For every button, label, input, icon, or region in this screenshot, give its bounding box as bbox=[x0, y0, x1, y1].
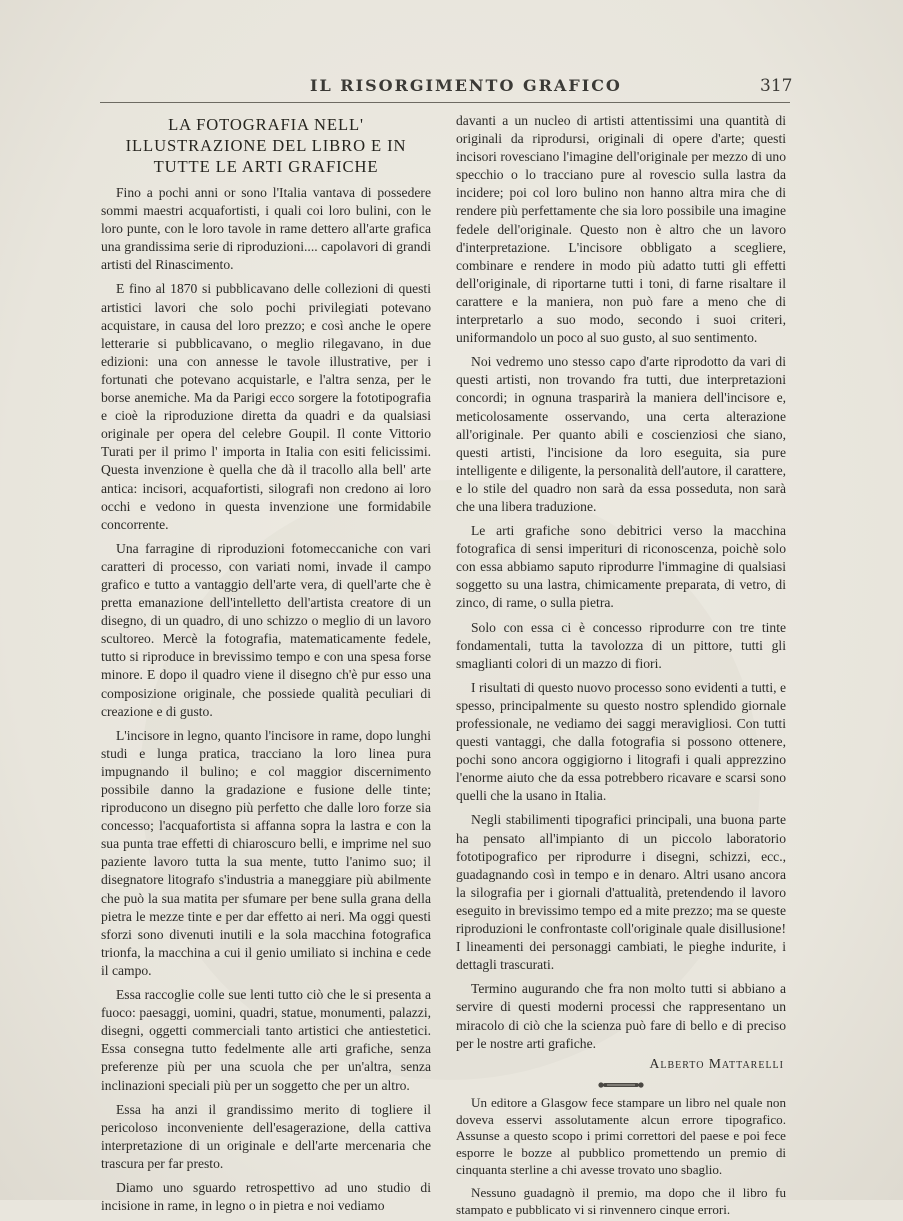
running-head bbox=[0, 76, 903, 100]
article-paragraph: Diamo uno sguardo retrospettivo ad uno studio di incisione in rame, in legno o in pietra e noi vediamo bbox=[101, 1179, 431, 1214]
article-paragraph: Le arti grafiche sono debitrici verso la macchina fotografica di sensi imperituri di riconoscenza, poichè solo con essa abbiamo saputo riprodurre l'immagine di qualsiasi soggetto su una lastra, chimicamente preparata, di vetro, di zinco, di rame, o sulla pietra. bbox=[456, 523, 786, 611]
article-paragraph: Solo con essa ci è concesso riprodurre con tre tinte fondamentali, tutta la tavolozza di un pittore, tutti gli smaglianti colori di un mazzo di fiori. bbox=[456, 619, 786, 671]
article-paragraph: L'incisore in legno, quanto l'incisore in rame, dopo lunghi studi e lunga pratica, tracciano la loro linea pura impugnando il bulino; e col maggior discernimento possibile danno la gradazione e fusione delle tinte; riproducono un disegno più perfetto che dalle loro forze sia concesso; l'acquafortista si affanna sopra la lastra e con la sua punta trae effetti di chiaroscuro belli, e imprime nel suo paziente lavoro tutta la sua mente, tutto l'animo suo; il disegnatore litografo s'industria a maneggiare più abilmente che può la sua matita per sfumare per bene sulla grana della pietra le mezze tinte e per dar effetto ai neri. Ma oggi questi sforzi sono divenuti inutili e la sola macchina fotografica trionfa, la macchina a cui il genio umiliato si inchina e cede il campo. bbox=[101, 727, 431, 978]
author-signature: Alberto Mattarelli bbox=[649, 1055, 784, 1071]
article-paragraph: I risultati di questo nuovo processo sono evidenti a tutti, e spesso, principalmente su questo nostro splendido giornale professionale, ne vediamo dei saggi meravigliosi. Con tutti questi vantaggi, che dalla fotografia si possono ottenere, pochi sono ancora oggigiorno i litografi i quali apprezzino l'enorme aiuto che da essa potrebbero ricavare e scarsi sono quelli che la usano in Italia. bbox=[456, 679, 786, 804]
article-paragraph: Termino augurando che fra non molto tutti si abbiano a servire di questi moderni processi che rappresentano un miracolo di ciò che la scienza può fare di bello e di preciso per le nostre arti grafiche. bbox=[456, 981, 786, 1051]
article-paragraph: Essa ha anzi il grandissimo merito di togliere il pericoloso inconveniente dell'esagerazione, della cattiva interpretazione di un originale e dell'arte mercenaria che trascura per far presto. bbox=[101, 1101, 431, 1171]
article-paragraph: Noi vedremo uno stesso capo d'arte riprodotto da vari di questi artisti, non trovando fra tutti, due interpretazioni concordi; in ognuna trasparirà la maniera dell'incisore e, meticolosamente osservando, una certa alterazione all'originale. Per quanto abili e coscienziosi che siano, questi artisti, l'incisione da loro eseguita, sia pure intelligente e diligente, la personalità dell'autore, il carattere, e lo stile del quadro non sarà da essa posseduta, non sarà che una libera traduzione. bbox=[456, 354, 786, 514]
article-title: LA FOTOGRAFIA NELL' ILLUSTRAZIONE DEL LIBRO E IN TUTTE LE ARTI GRAFICHE bbox=[125, 115, 407, 176]
right-column bbox=[456, 112, 786, 1221]
article-paragraph: Una farragine di riproduzioni fotomeccaniche con vari caratteri di processo, con variati nomi, invade il campo grafico e tutto a vantaggio dell'arte vera, di quell'arte che è pretta emanazione dell'intelletto dell'artista creatore di un disegno, di un quadro, di uno schizzo o meglio di un lavoro scultoreo. Mercè la fotografia, matematicamente fedele, tutto si riproduce in brevissimo tempo e con una spesa forse minore. E dopo il quadro viene il disegno ch'è pur esso una composizione originale, che possiede qualità peculiari di creazione e di gusto. bbox=[101, 540, 431, 719]
article-paragraph: Essa raccoglie colle sue lenti tutto ciò che le si presenta a fuoco: paesaggi, uomini, quadri, statue, monumenti, palazzi, disegni, oggetti commerciali tanto artistici che antiestetici. Essa consegna tutto fedelmente alle arti grafiche, senza preferenze più per una scuola che per un'altra, senza inclinazioni speciali più per un soggetto che per un altro. bbox=[101, 987, 431, 1093]
article-paragraph-continued: davanti a un nucleo di artisti attentissimi una quantità di originali da riprodursi, originali di opere d'arte; questi incisori rovesciano l'imagine dell'originale per mezzo di uno specchio o lo tracciano pure al rovescio sulla lastra da incidere; poi col loro bulino non hanno altra mira che di rendere più perfettamente che sia loro possibile una imagine fedele dell'originale. Questo non è altro che un lavoro d'interpretazione. L'incisore obbligato a scegliere, combinare e rendere in modo più adatto tutti gli effetti dell'originale, di riportarne tutti i toni, di farne risaltare il carattere e la maniera, non può fare a meno che di interpretarlo a suo modo, secondo i suoi criteri, uniformandolo un poco al suo gusto, al suo sentimento. bbox=[456, 113, 786, 346]
article-paragraph: Negli stabilimenti tipografici principali, una buona parte ha pensato all'impianto di un piccolo laboratorio fototipografico per riprodurre i disegni, schizzi, ecc., guadagnando così in tempo e in denaro. Altri usano ancora la silografia per i giornali d'attualità, pretendendo il lavoro eseguito in brevissimo tempo ed a mite prezzo; ma se queste riproduzioni le confrontaste coll'originale quale disillusione! I lineamenti dei personaggi cambiati, le pieghe indurite, i dettagli trascurati. bbox=[456, 812, 786, 973]
ornamental-divider-icon bbox=[597, 1079, 645, 1091]
article-paragraph: E fino al 1870 si pubblicavano delle collezioni di questi artistici lavori che solo pochi privilegiati potevano acquistare, in causa del loro prezzo; e così anche le opere letterarie si pubblicavano, o meglio rilegavano, in due edizioni: una con annesse le tavole illustrative, per i fortunati che potevano acquistarle, e l'altra senza, per le borse anemiche. Ma da Parigi ecco sorgere la fototipografia e cioè la riproduzione diretta da quadri e da qualsiasi originale per opera del celebre Goupil. Il conte Vittorio Turati per il primo l' importa in Italia con esiti felicissimi. Questa invenzione è quella che dà il tracollo alla bell' arte antica: incisori, acquafortisti, silografi non credono ai loro occhi e vedono in questa invenzione une formidabile concorrente. bbox=[101, 281, 431, 532]
journal-title: IL RISORGIMENTO GRAFICO bbox=[310, 76, 622, 95]
left-column bbox=[101, 112, 431, 1217]
article-paragraph: Fino a pochi anni or sono l'Italia vantava di possedere sommi maestri acquafortisti, i quali coi loro bulini, con le loro punte, con le loro tavole in rame dettero all'arte grafica una grandissima serie di riproduzioni.... capolavori di grandi artisti del Rinascimento. bbox=[101, 185, 431, 273]
header-rule bbox=[100, 102, 790, 103]
anecdote-paragraph: Un editore a Glasgow fece stampare un libro nel quale non doveva esservi assolutamente alcun errore tipografico. Assunse a questo scopo i primi correttori del paese e poi fece esporre le bozze al pubblico promettendo un premio di cinquanta sterline a chi avesse trovato uno sbaglio. bbox=[456, 1094, 786, 1177]
anecdote-paragraph: Nessuno guadagnò il premio, ma dopo che il libro fu stampato e pubblicato vi si rinvennero cinque errori. bbox=[456, 1184, 786, 1217]
page-number: 317 bbox=[760, 76, 793, 96]
